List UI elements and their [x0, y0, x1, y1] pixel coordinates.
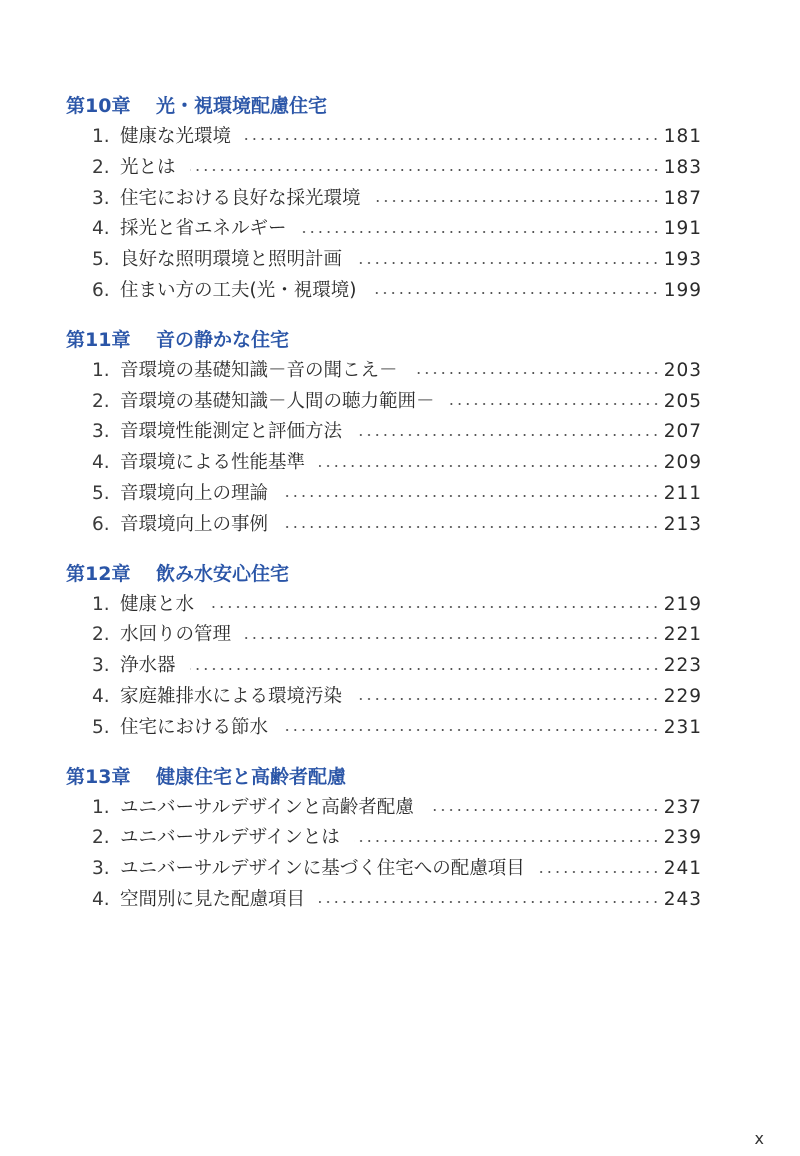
- entry-index: 1.: [92, 593, 110, 615]
- toc-entry: [92, 854, 702, 885]
- entry-title: ユニバーサルデザインとは: [120, 827, 340, 849]
- dot-leader: [190, 169, 660, 171]
- toc-entry: [92, 184, 702, 215]
- toc-entry: [92, 885, 702, 916]
- toc-entry: [92, 590, 702, 621]
- chapter-number: 第10章: [66, 95, 131, 117]
- dot-leader: [354, 840, 660, 842]
- chapter-number: 第12章: [66, 562, 131, 585]
- toc-entry: [92, 823, 702, 854]
- entry-index: 2.: [92, 827, 110, 849]
- entry-index: 3.: [92, 655, 110, 677]
- entry-title: 住宅における良好な採光環境: [120, 187, 361, 209]
- entry-index: 4.: [92, 888, 110, 910]
- entry-title: 音環境による性能基準: [120, 452, 306, 474]
- entry-index: 1.: [92, 359, 110, 381]
- dot-leader: [356, 262, 660, 264]
- entry-title: ユニバーサルデザインと高齢者配慮: [120, 796, 414, 818]
- entry-title: 家庭雑排水による環境汚染: [120, 685, 343, 707]
- entry-page-number: 187: [663, 187, 702, 209]
- entry-title: 光とは: [120, 156, 176, 178]
- entry-index: 1.: [92, 126, 110, 147]
- dot-leader: [245, 138, 660, 140]
- toc-entry: [92, 479, 702, 510]
- chapter-title: 飲み水安心住宅: [156, 562, 290, 585]
- dot-leader: [245, 637, 660, 639]
- entry-title: 水回りの管理: [120, 624, 232, 646]
- entry-title: 健康な光環境: [120, 126, 232, 147]
- entry-title: ユニバーサルデザインに基づく住宅への配慮項目: [120, 858, 525, 880]
- dot-leader: [412, 372, 660, 374]
- dot-leader: [356, 434, 660, 436]
- entry-page-number: 191: [663, 218, 702, 240]
- toc-entry: [92, 510, 702, 541]
- entry-index: 5.: [92, 249, 110, 271]
- chapter-heading: [0, 90, 800, 122]
- chapter-section: [0, 558, 800, 744]
- entry-page-number: 243: [663, 888, 702, 910]
- dot-leader: [539, 871, 660, 873]
- toc-entry: [92, 214, 702, 245]
- chapter-title: 音の静かな住宅: [156, 328, 290, 351]
- dot-leader: [282, 729, 660, 731]
- entry-page-number: 221: [663, 624, 702, 646]
- entry-page-number: 199: [663, 279, 702, 301]
- toc-entry: [92, 387, 702, 418]
- dot-leader: [282, 526, 660, 528]
- toc-entry: [92, 682, 702, 713]
- dot-leader: [208, 606, 660, 608]
- entry-index: 3.: [92, 421, 110, 443]
- entry-index: 2.: [92, 624, 110, 646]
- chapter-number: 第11章: [66, 328, 131, 351]
- dot-leader: [190, 668, 660, 670]
- entry-index: 5.: [92, 716, 110, 738]
- chapter-heading: [0, 558, 800, 590]
- toc-entry: [92, 122, 702, 153]
- entry-page-number: 239: [663, 827, 702, 849]
- entry-index: 5.: [92, 482, 110, 504]
- entry-title: 健康と水: [120, 593, 195, 615]
- entry-title: 音環境向上の理論: [120, 482, 269, 504]
- toc-entry: [92, 153, 702, 184]
- dot-leader: [375, 200, 660, 202]
- chapter-section: [0, 90, 800, 307]
- entry-index: 2.: [92, 156, 110, 178]
- chapter-section: [0, 761, 800, 916]
- entry-index: 6.: [92, 279, 110, 301]
- entry-page-number: 219: [663, 593, 702, 615]
- entry-index: 3.: [92, 187, 110, 209]
- entry-page-number: 229: [663, 685, 702, 707]
- page-number: x: [754, 1129, 764, 1148]
- entry-title: 住宅における節水: [120, 716, 269, 738]
- entry-page-number: 237: [663, 796, 702, 818]
- entry-title: 浄水器: [120, 655, 176, 677]
- chapter-number: 第13章: [66, 765, 131, 788]
- dot-leader: [319, 465, 660, 467]
- toc-entry: [92, 245, 702, 276]
- toc-entry: [92, 713, 702, 744]
- chapter-title: 健康住宅と高齢者配慮: [156, 765, 347, 788]
- entry-page-number: 211: [663, 482, 702, 504]
- dot-leader: [449, 403, 660, 405]
- dot-leader: [356, 698, 660, 700]
- toc-entry: [92, 417, 702, 448]
- toc-entry: [92, 620, 702, 651]
- entry-index: 4.: [92, 452, 110, 474]
- entry-page-number: 213: [663, 513, 702, 535]
- toc-entry: [92, 793, 702, 824]
- chapter-heading: [0, 324, 800, 356]
- entry-page-number: 193: [663, 249, 702, 271]
- entry-title: 音環境性能測定と評価方法: [120, 421, 343, 443]
- entry-title: 音環境の基礎知識－人間の聴力範囲－: [120, 390, 435, 412]
- entry-title: 住まい方の工夫(光・視環境): [120, 279, 357, 301]
- chapter-title: 光・視環境配慮住宅: [156, 95, 328, 117]
- entry-page-number: 209: [663, 452, 702, 474]
- entry-title: 空間別に見た配慮項目: [120, 888, 306, 910]
- entry-index: 4.: [92, 685, 110, 707]
- toc-entry: [92, 276, 702, 307]
- entry-title: 良好な照明環境と照明計画: [120, 249, 343, 271]
- chapter-heading: [0, 761, 800, 793]
- dot-leader: [370, 292, 659, 294]
- entry-index: 1.: [92, 796, 110, 818]
- entry-page-number: 207: [663, 421, 702, 443]
- entry-index: 4.: [92, 218, 110, 240]
- entry-index: 3.: [92, 858, 110, 880]
- dot-leader: [319, 901, 660, 903]
- toc-entry: [92, 448, 702, 479]
- entry-title: 採光と省エネルギー: [120, 218, 287, 240]
- entry-page-number: 241: [663, 858, 702, 880]
- toc-entry: [92, 356, 702, 387]
- entry-page-number: 231: [663, 716, 702, 738]
- entry-title: 音環境の基礎知識－音の聞こえ－: [120, 359, 398, 381]
- entry-index: 2.: [92, 390, 110, 412]
- table-of-contents: [0, 90, 800, 933]
- dot-leader: [428, 809, 660, 811]
- chapter-section: [0, 324, 800, 541]
- entry-page-number: 203: [663, 359, 702, 381]
- entry-page-number: 223: [663, 655, 702, 677]
- dot-leader: [301, 231, 660, 233]
- entry-page-number: 205: [663, 390, 702, 412]
- entry-page-number: 183: [663, 156, 702, 178]
- entry-page-number: 181: [663, 126, 702, 147]
- entry-index: 6.: [92, 513, 110, 535]
- entry-title: 音環境向上の事例: [120, 513, 269, 535]
- toc-entry: [92, 651, 702, 682]
- dot-leader: [282, 495, 660, 497]
